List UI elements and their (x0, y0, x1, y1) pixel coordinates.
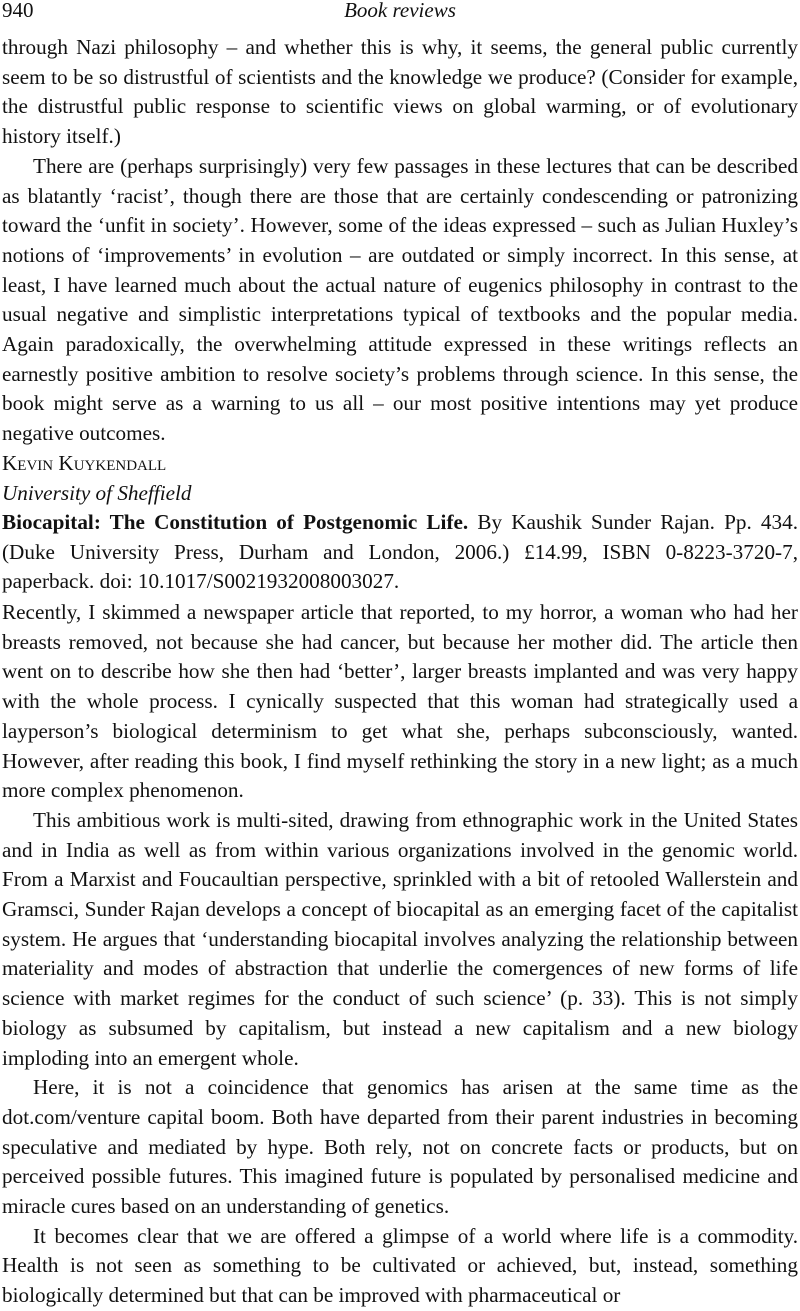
running-head: Book reviews (344, 0, 456, 22)
paragraph: It becomes clear that we are offered a glimpse of a world where life is a commodity. Health is not seen as something to be cultivated or achieved, but, instead, something biologically determined but that can be improved with pharmaceutical or (2, 1223, 798, 1308)
page-number: 940 (2, 0, 34, 22)
paragraph: This ambitious work is multi-sited, drawing from ethnographic work in the United States and in India as well as from within various organizations involved in the genomic world. From a Marxist and Foucaultian perspective, sprinkled with a bit of retooled Wallerstein and Gramsci, Sunder Rajan develops a concept of biocapital as an emerging facet of the capitalist system. He argues that ‘understanding biocapital involves analyzing the relationship between materiality and modes of abstraction that underlie the comergences of new forms of life science with market regimes for the conduct of such science’ (p. 33). This is not simply biology as subsumed by capitalism, but instead a new capitalism and a new biology imploding into an emergent whole. (2, 807, 798, 1070)
reviewer-name: Kevin Kuykendall (2, 450, 167, 475)
paragraph: There are (perhaps surprisingly) very few passages in these lectures that can be described as blatantly ‘racist’, though there are those that are certainly condescending or patronizing toward the ‘unfit in society’. However, some of the ideas expressed – such as Julian Huxley’s notions of ‘improvements’ in evolution – are outdated or simply incorrect. In this sense, at least, I have learned much about the actual nature of eugenics philosophy in contrast to the usual negative and simplistic interpretations typical of textbooks and the popular media. Again paradoxically, the overwhelming attitude expressed in these writings reflects an earnestly positive ambition to resolve society’s problems through science. In this sense, the book might serve as a warning to us all – our most positive intentions may yet produce negative outcomes. (2, 153, 798, 446)
paragraph: Recently, I skimmed a newspaper article that reported, to my horror, a woman who had her breasts removed, not because she had cancer, but because her mother did. The article then went on to describe how she then had ‘better’, larger breasts implanted and was very happy with the whole process. I cynically suspected that this woman had strategically used a layperson’s biological determinism to get what she, perhaps subconsciously, wanted. However, after reading this book, I find myself rethinking the story in a new light; as a much more complex phenomenon. (2, 600, 798, 803)
page-header (0, 0, 800, 28)
previous-review-ending (2, 33, 798, 508)
paragraph: Here, it is not a coincidence that genomics has arisen at the same time as the dot.com/venture capital boom. Both have departed from their parent industries in becoming speculative and mediated by hype. Both rely, not on concrete facts or products, but on perceived possible futures. This imagined future is populated by personalised medicine and miracle cures based on an understanding of genetics. (2, 1075, 798, 1219)
review-body (2, 598, 798, 1311)
book-title: Biocapital: The Constitution of Postgenomic Life. (2, 510, 469, 534)
book-citation: By Kaushik Sunder Rajan. Pp. 434. (Duke University Press, Durham and London, 2006.) £14.99, ISBN 0-8223-3720-7, paperback. doi: 10.1017/S0021932008003027. (2, 510, 799, 594)
reviewer-affiliation: University of Sheffield (2, 480, 192, 505)
review-heading (2, 508, 798, 597)
paragraph: through Nazi philosophy – and whether this is why, it seems, the general public currently seem to be so distrustful of scientists and the knowledge we produce? (Consider for example, the distrustful public response to scientific views on global warming, or of evolutionary history itself.) (2, 35, 798, 149)
